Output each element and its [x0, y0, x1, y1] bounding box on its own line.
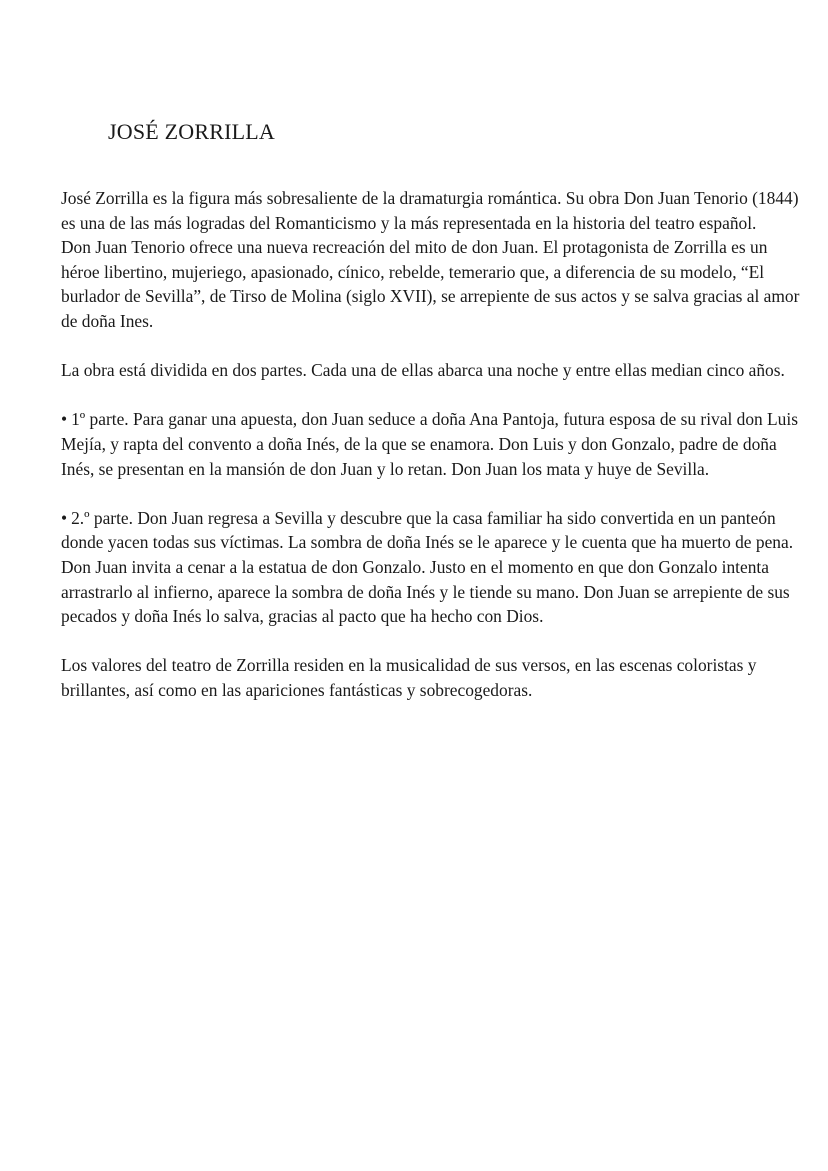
- part-one-text: 1º parte. Para ganar una apuesta, don Juan seduce a doña Ana Pantoja, futura esposa de su rival don Luis Mejía, y rapta del convento a doña Inés, de la que se enamora. Don Luis y don Gonzalo, padre de doña Inés, se presentan en la mansión de don Juan y lo retan. Don Juan los mata y huye de Sevilla.: [61, 409, 798, 479]
- values-paragraph: Los valores del teatro de Zorrilla residen en la musicalidad de sus versos, en las escenas coloristas y brillantes, así como en las apariciones fantásticas y sobrecogedoras.: [61, 655, 757, 700]
- paragraph-spacer: [61, 383, 801, 408]
- bullet-icon: •: [61, 409, 68, 430]
- paragraph-spacer: [61, 629, 801, 654]
- myth-paragraph: Don Juan Tenorio ofrece una nueva recreación del mito de don Juan. El protagonista de Zorrilla es un héroe libertino, mujeriego, apasionado, cínico, rebelde, temerario que, a diferencia de su modelo, “El burlador de Sevilla”, de Tirso de Molina (siglo XVII), se arrepiente de sus actos y se salva gracias al amor de doña Ines.: [61, 237, 800, 331]
- page-title: JOSÉ ZORRILLA: [108, 119, 275, 144]
- part-two-item: [61, 506, 801, 629]
- paragraph-spacer: [61, 481, 801, 506]
- structure-paragraph: La obra está dividida en dos partes. Cada una de ellas abarca una noche y entre ellas median cinco años.: [61, 360, 785, 381]
- document-body: [61, 186, 801, 702]
- part-two-text: 2.º parte. Don Juan regresa a Sevilla y descubre que la casa familiar ha sido convertida en un panteón donde yacen todas sus víctimas. La sombra de doña Inés se le aparece y le cuenta que ha muerto de pena. Don Juan invita a cenar a la estatua de don Gonzalo. Justo en el momento en que don Gonzalo intenta arrastrarlo al infierno, aparece la sombra de doña Inés y le tiende su mano. Don Juan se arrepiente de sus pecados y doña Inés lo salva, gracias al pacto que ha hecho con Dios.: [61, 507, 794, 627]
- part-one-item: [61, 407, 801, 481]
- paragraph-spacer: [61, 334, 801, 359]
- intro-paragraph: José Zorrilla es la figura más sobresaliente de la dramaturgia romántica. Su obra Don Juan Tenorio (1844) es una de las más logradas del Romanticismo y la más representada en la historia del teatro español.: [61, 188, 799, 233]
- bullet-icon: •: [61, 507, 68, 528]
